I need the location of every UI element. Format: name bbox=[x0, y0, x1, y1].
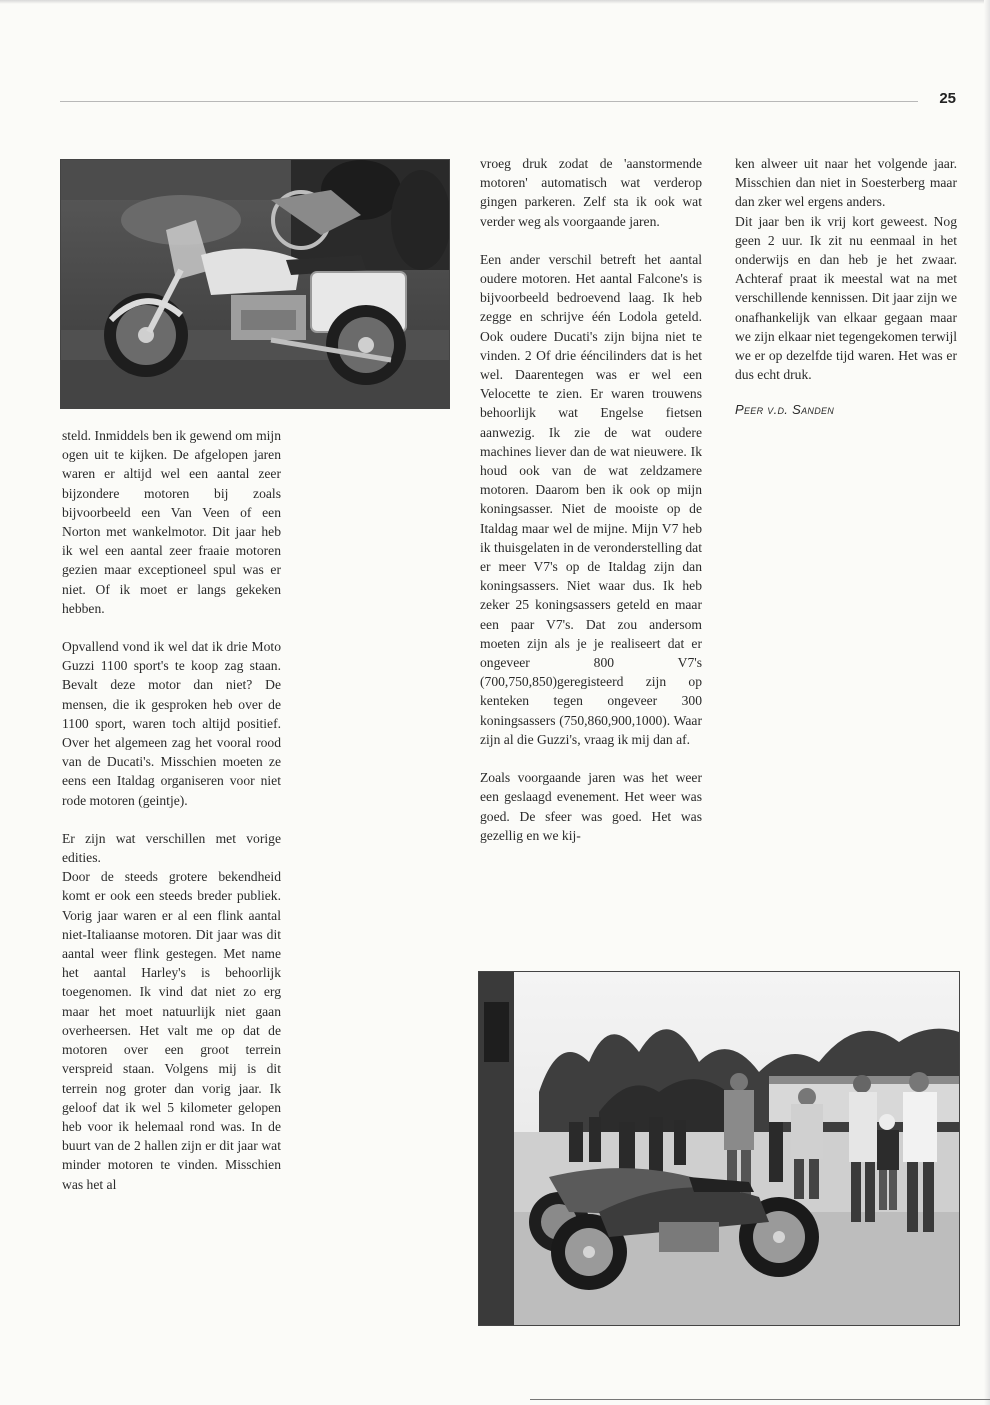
paragraph: Er zijn wat verschillen met vorige edities. bbox=[62, 830, 281, 866]
article-column-3 bbox=[735, 154, 957, 420]
motorcycle-photo bbox=[60, 159, 450, 409]
author-byline: Peer v.d. Sanden bbox=[735, 402, 835, 418]
article-column-1 bbox=[62, 426, 281, 1194]
paragraph: Zoals voorgaande jaren was het weer een geslaagd evenement. Het weer was goed. De sfeer was goed. Het was gezellig en we kij- bbox=[480, 770, 702, 843]
paragraph: Door de steeds grotere bekendheid komt er ook een steeds breder publiek. Vorig jaar waren er al een flink aantal niet-Italiaanse motoren. Dit jaar was dit aantal weer flink gestegen. Met name het aantal Harley's is behoorlijk toegenomen. Ik vind dat niet zo erg maar het moet natuurlijk niet gaan overheersen. Het valt me op dat de motoren over een groot terrein verspreid staan. Volgens mij is dit terrein nog groter dan vorig jaar. Ik geloof dat ik wel 5 kilometer gelopen heb voor ik helemaal rond was. In de buurt van de 2 hallen zijn er dit jaar wat minder motoren te vinden. Misschien was het al bbox=[62, 869, 281, 1192]
scan-edge bbox=[0, 0, 990, 4]
paragraph: vroeg druk zodat de 'aanstormende motoren' automatisch wat verderop gingen parkeren. Zelf sta ik ook wat verder weg als voorgaande jaren. bbox=[480, 156, 702, 229]
paragraph: Dit jaar ben ik vrij kort geweest. Nog geen 2 uur. Ik zit nu eenmaal in het onderwijs en dan heb je het zwaar. Achteraf praat ik meestal wat na met verschillende kennissen. Dit jaar zijn we onafhankelijk van elkaar gegaan maar we zijn elkaar niet tegengekomen terwijl we er op dezelfde tijd waren. Het was er dus echt druk. bbox=[735, 213, 957, 383]
paragraph: ken alweer uit naar het volgende jaar. Misschien dan niet in Soesterberg maar dan zker wel ergens anders. bbox=[735, 156, 957, 210]
paragraph: steld. Inmiddels ben ik gewend om mijn ogen uit te kijken. De afgelopen jaren waren er altijd wel een aantal zeer bijzondere motoren bij zoals bijvoorbeeld een Van Veen of een Norton met wankelmotor. Dit jaar heb ik wel een aantal zeer fraaie motoren gezien maar exceptioneel spul was er niet. Of ik moet er langs gekeken hebben. bbox=[62, 428, 281, 616]
paragraph: Een ander verschil betreft het aantal oudere motoren. Het aantal Falcone's is bijvoorbeeld bedroevend laag. Ik heb zegge en schrijve één Lodola geteld. Ook oudere Ducati's zijn bijna niet te vinden. 2 Of drie ééncilinders dat is het wel. Daarentegen was er wel een Velocette te zien. Er waren trouwens behoorlijk wat Engelse fietsen aanwezig. Ik zie de wat oudere machines liever dan de wat nieuwere. Ik houd ook van de wat zeldzamere motoren. Daarom ben ik ook op mijn koningsasser. Niet de mooiste op de Italdag maar wel de mijne. Mijn V7 heb ik thuisgelaten in de veronderstelling dat er meer V7's op de Italdag zijn dan koningsassers. Niet waar dus. Ik heb zeker 25 koningsassers geteld en maar een paar V7's. Dat zou andersom moeten zijn als je je realiseert dat er ongeveer 800 V7's (700,750,850)geregisteerd zijn op kenteken tegen ongeveer 300 koningsassers (750,860,900,1000). Waar zijn al die Guzzi's, vraag ik mij dan af. bbox=[480, 251, 702, 747]
paragraph: Opvallend vond ik wel dat ik drie Moto Guzzi 1100 sport's te koop zag staan. Bevalt deze motor dan niet? De mensen, die ik gesproken heb over de 1100 sport, waren toch altijd positief. Over het algemeen zag het vooral rood van de Ducati's. Misschien moeten ze eens een Italdag organiseren voor niet rode motoren (geintje). bbox=[62, 639, 281, 808]
page-number: 25 bbox=[939, 90, 956, 107]
event-crowd-photo bbox=[478, 971, 960, 1326]
header-rule bbox=[60, 101, 918, 102]
scan-edge bbox=[530, 1399, 990, 1400]
scan-edge bbox=[984, 0, 990, 1405]
article-column-2 bbox=[480, 154, 702, 845]
